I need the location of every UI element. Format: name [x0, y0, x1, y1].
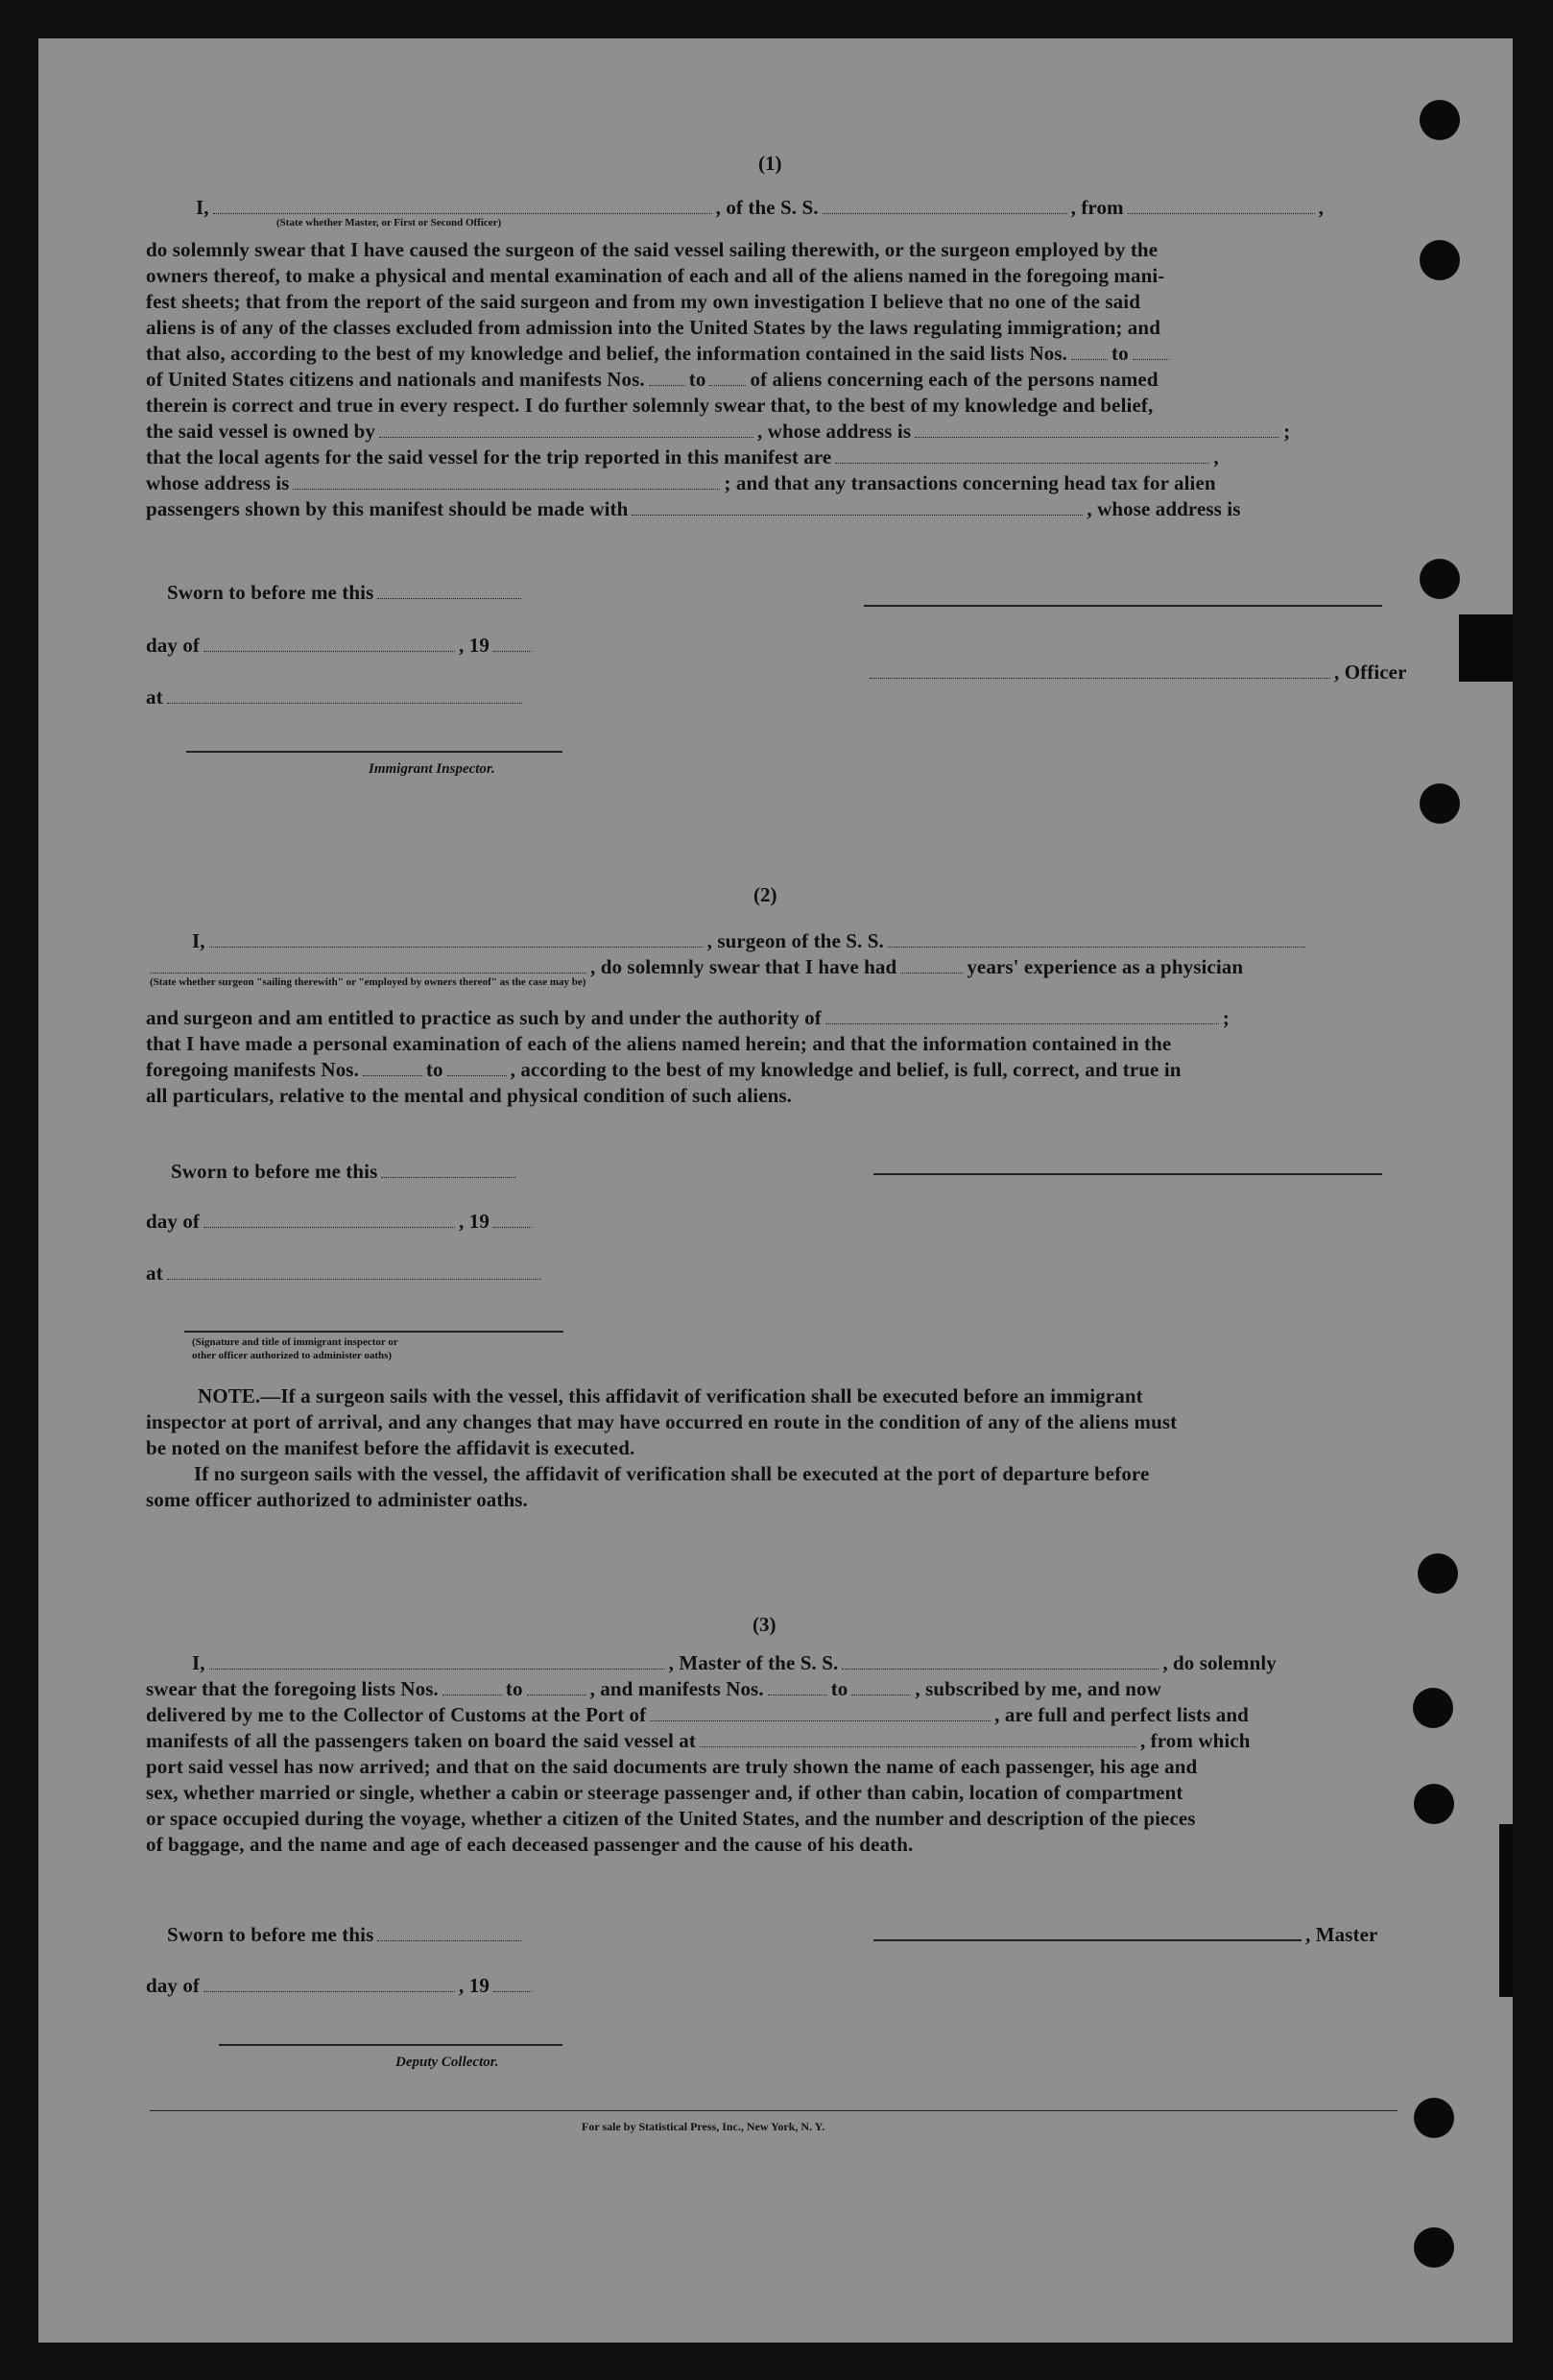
text: foregoing manifests Nos. [146, 1058, 359, 1081]
punch-hole [1420, 100, 1460, 140]
section-2-number: (2) [753, 883, 777, 906]
s2-line-2 [146, 955, 1243, 978]
s2-sworn [171, 1160, 519, 1183]
s3-master-name-field[interactable] [209, 1667, 665, 1670]
manifests-from-field[interactable] [649, 383, 685, 386]
s1-p10 [146, 471, 1216, 494]
text: that also, according to the best of my knowledge and belief, the information contained in the said lists Nos. [146, 342, 1068, 365]
text: , and manifests Nos. [589, 1677, 764, 1700]
agent-address-field[interactable] [293, 487, 720, 490]
s1-p2: owners thereof, to make a physical and mental examination of each and all of the aliens named in the foregoing mani- [146, 264, 1165, 287]
s2-place-field[interactable] [167, 1277, 541, 1280]
page-edge-shadow [1499, 1824, 1513, 1997]
text: , subscribed by me, and now [915, 1677, 1161, 1700]
s3-p4: port said vessel has now arrived; and that on the said documents are truly shown the name of each passenger, his age and [146, 1755, 1198, 1778]
owner-address-field[interactable] [915, 435, 1279, 438]
s2-p4: all particulars, relative to the mental and physical condition of such aliens. [146, 1084, 793, 1107]
text: to [425, 1058, 443, 1081]
s1-p8 [146, 420, 1290, 443]
deputy-collector-signature-line[interactable] [219, 2044, 562, 2046]
text: that the local agents for the said vessel for the trip reported in this manifest are [146, 445, 832, 469]
text: to [505, 1677, 523, 1700]
text: , Master of the S. S. [668, 1651, 839, 1674]
text: , whose address is [1087, 497, 1241, 520]
text: , 19 [459, 1210, 490, 1233]
text: , do solemnly [1162, 1651, 1277, 1674]
s1-sworn [167, 581, 525, 604]
surgeon-ship-field[interactable] [888, 945, 1305, 948]
text: I, [192, 1651, 205, 1674]
s1-p7: therein is correct and true in every respect. I do further solemnly swear that, to the best of my knowledge and belief, [146, 394, 1154, 417]
text: , from [1070, 196, 1124, 219]
s2-manifests-to-field[interactable] [447, 1073, 507, 1076]
text: , whose address is [756, 420, 912, 443]
form-page [38, 38, 1513, 2343]
s1-at [146, 685, 526, 709]
s3-p5: sex, whether married or single, whether a cabin or steerage passenger and, if other than cabin, location of compartment [146, 1781, 1183, 1804]
caption-officer-rank: (State whether Master, or First or Second Officer) [276, 217, 502, 228]
day-month-field[interactable] [203, 649, 455, 652]
master-signature-line[interactable] [873, 1937, 1302, 1941]
text: Sworn to before me this [171, 1160, 378, 1183]
text: of United States citizens and nationals and manifests Nos. [146, 368, 645, 391]
section-3-number: (3) [753, 1613, 776, 1636]
text: the said vessel is owned by [146, 420, 375, 443]
text: ; [1283, 420, 1291, 443]
s3-sworn-date-field[interactable] [377, 1938, 521, 1941]
text: day of [146, 1210, 201, 1233]
s1-p9 [146, 445, 1219, 469]
note-line-4: If no surgeon sails with the vessel, the affidavit of verification shall be executed at the port of departure before [194, 1462, 1150, 1485]
s2-line-1 [192, 929, 1309, 952]
s2-at [146, 1262, 545, 1285]
text: , Officer [1334, 661, 1407, 684]
text: , 19 [459, 634, 490, 657]
s3-dayof [146, 1974, 536, 1997]
port-of-departure-field[interactable] [700, 1744, 1136, 1747]
s2-manifests-from-field[interactable] [363, 1073, 422, 1076]
punch-hole [1413, 1688, 1453, 1728]
s3-ship-field[interactable] [842, 1667, 1159, 1670]
punch-hole [1420, 240, 1460, 280]
surgeon-status-field[interactable] [150, 971, 586, 974]
year-field[interactable] [493, 649, 532, 652]
text: to [688, 368, 706, 391]
s3-master [870, 1923, 1377, 1946]
port-from-field[interactable] [1128, 211, 1315, 214]
inspector-signature-line[interactable] [186, 751, 562, 753]
s3-p7: of baggage, and the name and age of each deceased passenger and the cause of his death. [146, 1833, 914, 1856]
s1-p11 [146, 497, 1241, 520]
s1-p3: fest sheets; that from the report of the said surgeon and from my own investigation I believe that no one of the said [146, 290, 1140, 313]
text: at [146, 685, 163, 709]
text: manifests of all the passengers taken on board the said vessel at [146, 1729, 696, 1752]
text: at [146, 1262, 163, 1285]
text: NOTE. [198, 1384, 261, 1407]
text: ; and that any transactions concerning head tax for alien [724, 471, 1216, 494]
s3-lists-from-field[interactable] [442, 1693, 502, 1695]
footer-rule [150, 2110, 1398, 2111]
text: , [1213, 445, 1219, 469]
text: ; [1222, 1006, 1230, 1029]
text: day of [146, 634, 201, 657]
text: swear that the foregoing lists Nos. [146, 1677, 439, 1700]
owner-field[interactable] [379, 435, 753, 438]
s2-dayof [146, 1210, 536, 1233]
text: , 19 [459, 1974, 490, 1997]
text: day of [146, 1974, 201, 1997]
caption-immigrant-inspector: Immigrant Inspector. [369, 761, 495, 777]
surgeon-signature-line[interactable] [873, 1173, 1382, 1175]
s3-manifests-from-field[interactable] [768, 1693, 827, 1695]
s3-lists-to-field[interactable] [527, 1693, 586, 1695]
section-1-number: (1) [758, 152, 782, 175]
local-agents-field[interactable] [835, 461, 1209, 464]
s1-dayof [146, 634, 536, 657]
s2-day-month-field[interactable] [203, 1225, 455, 1228]
text: I, [192, 929, 205, 952]
text: , according to the best of my knowledge and belief, is full, correct, and true in [510, 1058, 1182, 1081]
master-name-field[interactable] [213, 211, 712, 214]
s3-p6: or space occupied during the voyage, whether a citizen of the United States, and the number and description of the pieces [146, 1807, 1196, 1830]
place-field[interactable] [167, 701, 522, 704]
s3-sworn [167, 1923, 525, 1946]
officer-title-field[interactable] [870, 676, 1330, 679]
s3-p1 [146, 1677, 1161, 1700]
s3-p3 [146, 1729, 1251, 1752]
s1-p1: do solemnly swear that I have caused the surgeon of the said vessel sailing therewith, or the surgeon employed by the [146, 238, 1159, 261]
text: I, [196, 196, 209, 219]
caption-surgeon-status: (State whether surgeon "sailing therewith" or "employed by owners thereof" as the case may be) [150, 976, 586, 988]
lists-to-field[interactable] [1133, 357, 1169, 360]
s3-day-month-field[interactable] [203, 1989, 455, 1992]
s1-officer [866, 661, 1407, 684]
s1-line-1: I, , of the S. S. , from , [196, 196, 1325, 219]
note-line-2: inspector at port of arrival, and any changes that may have occurred en route in the condition of any of the aliens must [146, 1410, 1178, 1433]
text: Sworn to before me this [167, 1923, 374, 1946]
note-line-5: some officer authorized to administer oaths. [146, 1488, 528, 1511]
note-line-3: be noted on the manifest before the affidavit is executed. [146, 1436, 635, 1459]
s3-manifests-to-field[interactable] [851, 1693, 911, 1695]
punch-hole [1420, 559, 1460, 599]
s1-p6 [146, 368, 1159, 391]
s3-p2 [146, 1703, 1249, 1726]
printer-imprint: For sale by Statistical Press, Inc., New York, N. Y. [582, 2120, 825, 2133]
caption-deputy-collector: Deputy Collector. [395, 2055, 499, 2070]
lists-from-field[interactable] [1071, 357, 1108, 360]
text: of aliens concerning each of the persons named [750, 368, 1159, 391]
s2-p2: that I have made a personal examination of each of the aliens named herein; and that the information contained in the [146, 1032, 1172, 1055]
punch-hole [1420, 783, 1460, 824]
text: , are full and perfect lists and [994, 1703, 1249, 1726]
text: to [830, 1677, 848, 1700]
caption-signature-title-2: other officer authorized to administer oaths) [192, 1350, 393, 1361]
text: , from which [1139, 1729, 1251, 1752]
text: delivered by me to the Collector of Customs at the Port of [146, 1703, 647, 1726]
punch-hole [1414, 1784, 1454, 1824]
text: , Master [1305, 1923, 1378, 1946]
s2-p3 [146, 1058, 1182, 1081]
s3-line-1 [192, 1651, 1277, 1674]
note-line-1 [198, 1384, 1143, 1407]
s2-sworn-date-field[interactable] [381, 1175, 515, 1178]
binding-tab [1459, 614, 1513, 682]
text: to [1111, 342, 1129, 365]
s2-inspector-signature-line[interactable] [184, 1331, 563, 1333]
s1-p5 [146, 342, 1173, 365]
punch-hole [1414, 2227, 1454, 2268]
authority-field[interactable] [825, 1022, 1219, 1024]
text: , do solemnly swear that I have had [590, 955, 897, 978]
text: , of the S. S. [715, 196, 819, 219]
officer-signature-line[interactable] [864, 605, 1382, 607]
text: Sworn to before me this [167, 581, 374, 604]
years-experience-field[interactable] [900, 971, 963, 974]
punch-hole [1418, 1553, 1458, 1594]
text: years' experience as a physician [967, 955, 1244, 978]
s3-year-field[interactable] [493, 1989, 532, 1992]
punch-hole [1414, 2098, 1454, 2138]
s2-year-field[interactable] [493, 1225, 532, 1228]
text: , surgeon of the S. S. [706, 929, 884, 952]
ship-name-field[interactable] [823, 211, 1067, 214]
text: whose address is [146, 471, 290, 494]
s1-p4: aliens is of any of the classes excluded from admission into the United States by the laws regulating immigration; and [146, 316, 1160, 339]
manifests-to-field[interactable] [709, 383, 746, 386]
port-of-arrival-field[interactable] [650, 1719, 991, 1721]
head-tax-contact-field[interactable] [632, 513, 1083, 516]
text: and surgeon and am entitled to practice as such by and under the authority of [146, 1006, 822, 1029]
s2-p1 [146, 1006, 1230, 1029]
surgeon-name-field[interactable] [209, 945, 704, 948]
text: passengers shown by this manifest should be made with [146, 497, 629, 520]
text: —If a surgeon sails with the vessel, this affidavit of verification shall be executed before an immigrant [260, 1384, 1143, 1407]
sworn-date-field[interactable] [377, 596, 521, 599]
caption-signature-title-1: (Signature and title of immigrant inspector or [192, 1336, 398, 1348]
